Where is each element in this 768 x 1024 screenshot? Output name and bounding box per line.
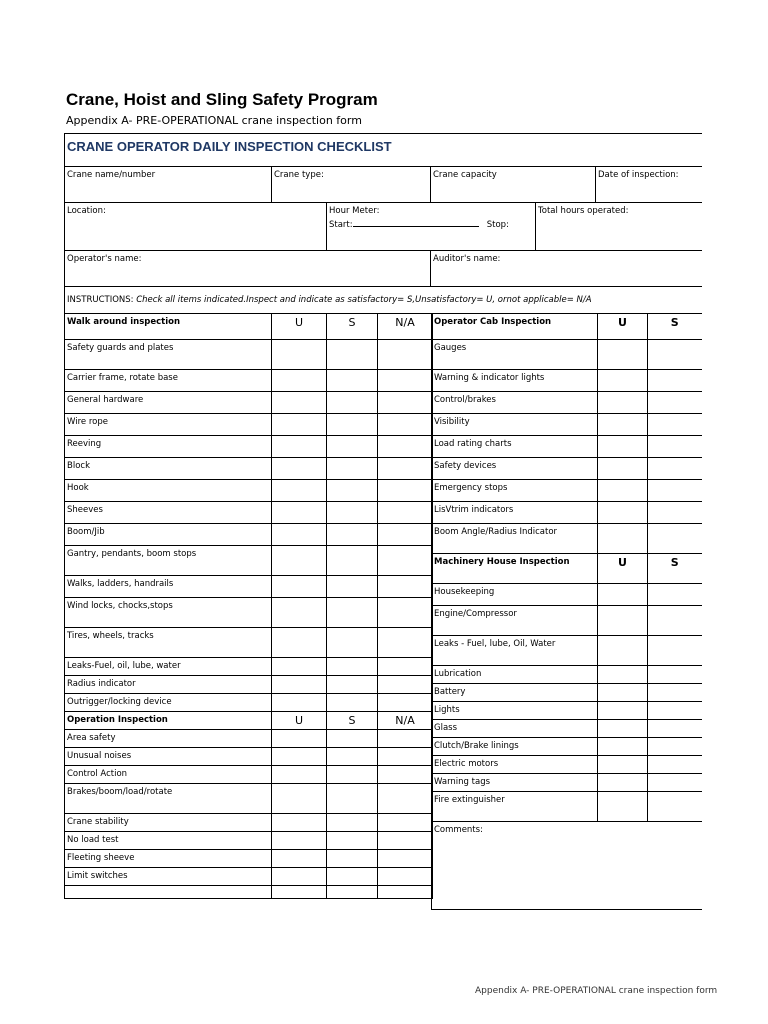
checkbox-s[interactable] [648,502,702,524]
checkbox-na[interactable] [378,458,433,480]
checkbox-u[interactable] [598,436,648,458]
checkbox-s[interactable] [327,850,378,868]
checkbox-na[interactable] [378,814,433,832]
checkbox-u[interactable] [598,584,648,606]
table-row-label: Safety devices [432,458,598,480]
checkbox-u[interactable] [598,524,648,554]
checkbox-na[interactable] [378,628,433,658]
checkbox-u[interactable] [272,524,327,546]
checkbox-s[interactable] [327,370,378,392]
table-row [65,458,433,480]
checkbox-s[interactable] [648,774,702,792]
checkbox-u[interactable] [272,868,327,886]
table-row-label: Gauges [432,340,598,370]
table-row-label: Carrier frame, rotate base [65,370,272,392]
table-row [432,502,702,524]
table-row [432,524,702,554]
table-row-label: Reeving [65,436,272,458]
table-row-label: Battery [432,684,598,702]
table-row [65,436,433,458]
col-header-u: U [272,712,327,730]
crane-type-field[interactable]: Crane type: [272,167,431,203]
checkbox-na[interactable] [378,658,433,676]
blank-row-label [65,886,272,899]
checkbox-s[interactable] [648,414,702,436]
table-row-label: Fleeting sheeve [65,850,272,868]
table-row-label: Radius indicator [65,676,272,694]
checkbox-s[interactable] [327,598,378,628]
checkbox-u[interactable] [272,576,327,598]
checkbox-u[interactable] [598,502,648,524]
table-row [65,832,433,850]
checkbox-na[interactable] [378,748,433,766]
checkbox-s[interactable] [648,702,702,720]
table-row-label: Outrigger/locking device [65,694,272,712]
table-row-label: Visibility [432,414,598,436]
col-header-u: U [598,314,648,340]
checkbox-na[interactable] [378,598,433,628]
walk-around-table [64,313,433,899]
table-row-label: Sheeves [65,502,272,524]
col-header-u: U [272,314,327,340]
checkbox-s[interactable] [648,392,702,414]
checkbox-s[interactable] [327,502,378,524]
checkbox-s[interactable] [648,636,702,666]
checkbox-u[interactable] [598,606,648,636]
checkbox-s[interactable] [327,676,378,694]
table-row-label: Glass [432,720,598,738]
checkbox-u[interactable] [272,832,327,850]
page-footer: Appendix A- PRE-OPERATIONAL crane inspection form [475,986,718,996]
checkbox-u[interactable] [272,370,327,392]
table-row [65,340,433,370]
machinery-house-heading-label: Machinery House Inspection [432,554,598,584]
checkbox-na[interactable] [378,676,433,694]
table-row [432,738,702,756]
document-subtitle: Appendix A- PRE-OPERATIONAL crane inspection form [66,114,362,127]
table-row [432,666,702,684]
checklist-header-table [64,133,702,314]
col-header-s: S [327,314,378,340]
checkbox-na[interactable] [378,886,433,899]
table-row [65,730,433,748]
table-row [65,766,433,784]
table-row-label: Area safety [65,730,272,748]
location-field[interactable]: Location: [65,203,327,251]
table-row [65,784,433,814]
start-underline [353,217,479,227]
table-row-label: Housekeeping [432,584,598,606]
table-row [432,414,702,436]
table-row [65,414,433,436]
col-header-s: S [648,554,702,584]
checkbox-s[interactable] [648,756,702,774]
table-row-label: Clutch/Brake linings [432,738,598,756]
table-row-label: Lights [432,702,598,720]
checkbox-na[interactable] [378,730,433,748]
checkbox-u[interactable] [598,340,648,370]
checkbox-u[interactable] [272,658,327,676]
table-row-label: Control/brakes [432,392,598,414]
table-row [432,792,702,822]
table-row [432,636,702,666]
checkbox-u[interactable] [272,392,327,414]
table-row [65,868,433,886]
checkbox-s[interactable] [327,832,378,850]
table-row-label: Leaks-Fuel, oil, lube, water [65,658,272,676]
checkbox-s[interactable] [648,792,702,822]
machinery-house-heading [432,554,702,584]
table-row [432,774,702,792]
col-header-s: S [648,314,702,340]
checkbox-s[interactable] [327,414,378,436]
checkbox-u[interactable] [598,392,648,414]
table-row [65,524,433,546]
table-row [432,702,702,720]
table-row-label: Electric motors [432,756,598,774]
checkbox-s[interactable] [648,340,702,370]
table-row-label: Safety guards and plates [65,340,272,370]
col-header-s: S [327,712,378,730]
checkbox-na[interactable] [378,832,433,850]
col-header-u: U [598,554,648,584]
checkbox-u[interactable] [598,666,648,684]
table-row [65,676,433,694]
checkbox-na[interactable] [378,414,433,436]
checkbox-u[interactable] [272,730,327,748]
table-row-label: Brakes/boom/load/rotate [65,784,272,814]
table-row-label: Boom/Jib [65,524,272,546]
checkbox-s[interactable] [327,480,378,502]
checkbox-na[interactable] [378,340,433,370]
table-row [65,370,433,392]
checkbox-s[interactable] [648,720,702,738]
checkbox-s[interactable] [648,480,702,502]
checkbox-s[interactable] [327,694,378,712]
comments-field[interactable]: Comments: [432,822,702,910]
checkbox-s[interactable] [648,436,702,458]
checkbox-s[interactable] [648,666,702,684]
table-row [65,392,433,414]
checkbox-u[interactable] [272,502,327,524]
table-row-label: Emergency stops [432,480,598,502]
checkbox-na[interactable] [378,766,433,784]
checkbox-u[interactable] [272,766,327,784]
total-hours-field[interactable]: Total hours operated: [536,203,702,251]
checkbox-s[interactable] [327,392,378,414]
table-row [65,598,433,628]
table-row [65,546,433,576]
operator-name-field[interactable]: Operator's name: [65,251,431,287]
col-header-na: N/A [378,712,433,730]
table-row-label: Walks, ladders, handrails [65,576,272,598]
checkbox-u[interactable] [272,694,327,712]
document-title: Crane, Hoist and Sling Safety Program [66,90,378,109]
table-row-label: Engine/Compressor [432,606,598,636]
checkbox-u[interactable] [598,738,648,756]
table-row [432,684,702,702]
blank-row [65,886,433,899]
checkbox-u[interactable] [272,458,327,480]
table-row-label: LisVtrim indicators [432,502,598,524]
table-row [432,480,702,502]
checklist-title: CRANE OPERATOR DAILY INSPECTION CHECKLIST [65,134,702,167]
checkbox-s[interactable] [327,814,378,832]
checkbox-u[interactable] [272,676,327,694]
table-row [432,606,702,636]
checkbox-u[interactable] [272,436,327,458]
instructions [65,287,702,314]
checkbox-u[interactable] [598,702,648,720]
checkbox-s[interactable] [327,524,378,546]
date-of-inspection-field[interactable]: Date of inspection: [596,167,702,203]
table-row-label: Control Action [65,766,272,784]
checkbox-u[interactable] [598,636,648,666]
table-row [432,370,702,392]
checkbox-s[interactable] [327,784,378,814]
instructions-label: INSTRUCTIONS: [67,295,134,305]
checkbox-na[interactable] [378,480,433,502]
table-row [65,814,433,832]
checkbox-u[interactable] [272,784,327,814]
checkbox-na[interactable] [378,502,433,524]
checkbox-na[interactable] [378,868,433,886]
checkbox-s[interactable] [327,748,378,766]
table-row-label: Boom Angle/Radius Indicator [432,524,598,554]
table-row-label: General hardware [65,392,272,414]
col-header-na: N/A [378,314,433,340]
start-label: Start: [329,220,353,230]
instructions-text: Check all items indicated.Inspect and indicate as satisfactory= S,Unsatisfactory= U, ornot applicable= N/A [136,295,592,305]
operation-heading [65,712,433,730]
checkbox-u[interactable] [598,756,648,774]
checkbox-s[interactable] [648,524,702,554]
operation-heading-label: Operation Inspection [65,712,272,730]
checkbox-u[interactable] [598,370,648,392]
checkbox-s[interactable] [648,458,702,480]
checkbox-u[interactable] [272,340,327,370]
table-row-label: Leaks - Fuel, lube, Oil, Water [432,636,598,666]
checkbox-na[interactable] [378,784,433,814]
checkbox-na[interactable] [378,576,433,598]
checkbox-u[interactable] [272,480,327,502]
checkbox-s[interactable] [327,458,378,480]
checkbox-s[interactable] [648,684,702,702]
checkbox-s[interactable] [327,340,378,370]
checkbox-na[interactable] [378,524,433,546]
cab-machinery-table [431,313,702,910]
checkbox-u[interactable] [598,458,648,480]
checkbox-u[interactable] [272,598,327,628]
checkbox-na[interactable] [378,392,433,414]
checkbox-na[interactable] [378,436,433,458]
table-row [432,756,702,774]
table-row [65,628,433,658]
table-row-label: Wind locks, chocks,stops [65,598,272,628]
checkbox-u[interactable] [272,414,327,436]
table-row [65,850,433,868]
table-row-label: Limit switches [65,868,272,886]
stop-label: Stop: [486,220,509,230]
operator-cab-heading [432,314,702,340]
checkbox-s[interactable] [648,738,702,756]
table-row [65,694,433,712]
checkbox-na[interactable] [378,850,433,868]
checkbox-u[interactable] [598,480,648,502]
table-row-label: Tires, wheels, tracks [65,628,272,658]
checkbox-s[interactable] [327,886,378,899]
checkbox-s[interactable] [327,628,378,658]
table-row-label: Fire extinguisher [432,792,598,822]
table-row-label: Warning & indicator lights [432,370,598,392]
checkbox-u[interactable] [272,814,327,832]
checkbox-u[interactable] [272,628,327,658]
checkbox-s[interactable] [327,658,378,676]
table-row-label: Lubrication [432,666,598,684]
table-row [432,436,702,458]
crane-capacity-field[interactable]: Crane capacity [431,167,596,203]
checkbox-u[interactable] [272,546,327,576]
walk-around-heading [65,314,433,340]
table-row-label: Unusual noises [65,748,272,766]
table-row [65,576,433,598]
checkbox-s[interactable] [648,584,702,606]
table-row [65,480,433,502]
table-row-label: Warning tags [432,774,598,792]
checkbox-s[interactable] [327,868,378,886]
checkbox-s[interactable] [327,436,378,458]
checkbox-u[interactable] [272,886,327,899]
walk-around-heading-label: Walk around inspection [65,314,272,340]
checkbox-s[interactable] [327,576,378,598]
checkbox-u[interactable] [598,792,648,822]
table-row-label: Hook [65,480,272,502]
crane-name-field[interactable]: Crane name/number [65,167,272,203]
auditor-name-field[interactable]: Auditor's name: [431,251,702,287]
checkbox-s[interactable] [327,730,378,748]
checkbox-u[interactable] [598,684,648,702]
table-row-label: Crane stability [65,814,272,832]
checkbox-na[interactable] [378,370,433,392]
checkbox-u[interactable] [598,414,648,436]
table-row [432,392,702,414]
table-row-label: Wire rope [65,414,272,436]
checkbox-s[interactable] [327,546,378,576]
checkbox-u[interactable] [598,774,648,792]
checkbox-u[interactable] [598,720,648,738]
checkbox-u[interactable] [272,850,327,868]
table-row-label: Load rating charts [432,436,598,458]
table-row [65,502,433,524]
table-row [432,720,702,738]
checkbox-u[interactable] [272,748,327,766]
checkbox-s[interactable] [327,766,378,784]
operator-cab-heading-label: Operator Cab Inspection [432,314,598,340]
table-row [432,458,702,480]
table-row [65,748,433,766]
table-row [432,584,702,606]
checkbox-na[interactable] [378,546,433,576]
comments-row [432,822,702,910]
hour-meter-field[interactable] [327,203,536,251]
table-row-label: Block [65,458,272,480]
checkbox-s[interactable] [648,370,702,392]
checkbox-na[interactable] [378,694,433,712]
hour-meter-label: Hour Meter: [329,206,380,216]
table-row [432,340,702,370]
table-row-label: Gantry, pendants, boom stops [65,546,272,576]
table-row-label: No load test [65,832,272,850]
checkbox-s[interactable] [648,606,702,636]
table-row [65,658,433,676]
